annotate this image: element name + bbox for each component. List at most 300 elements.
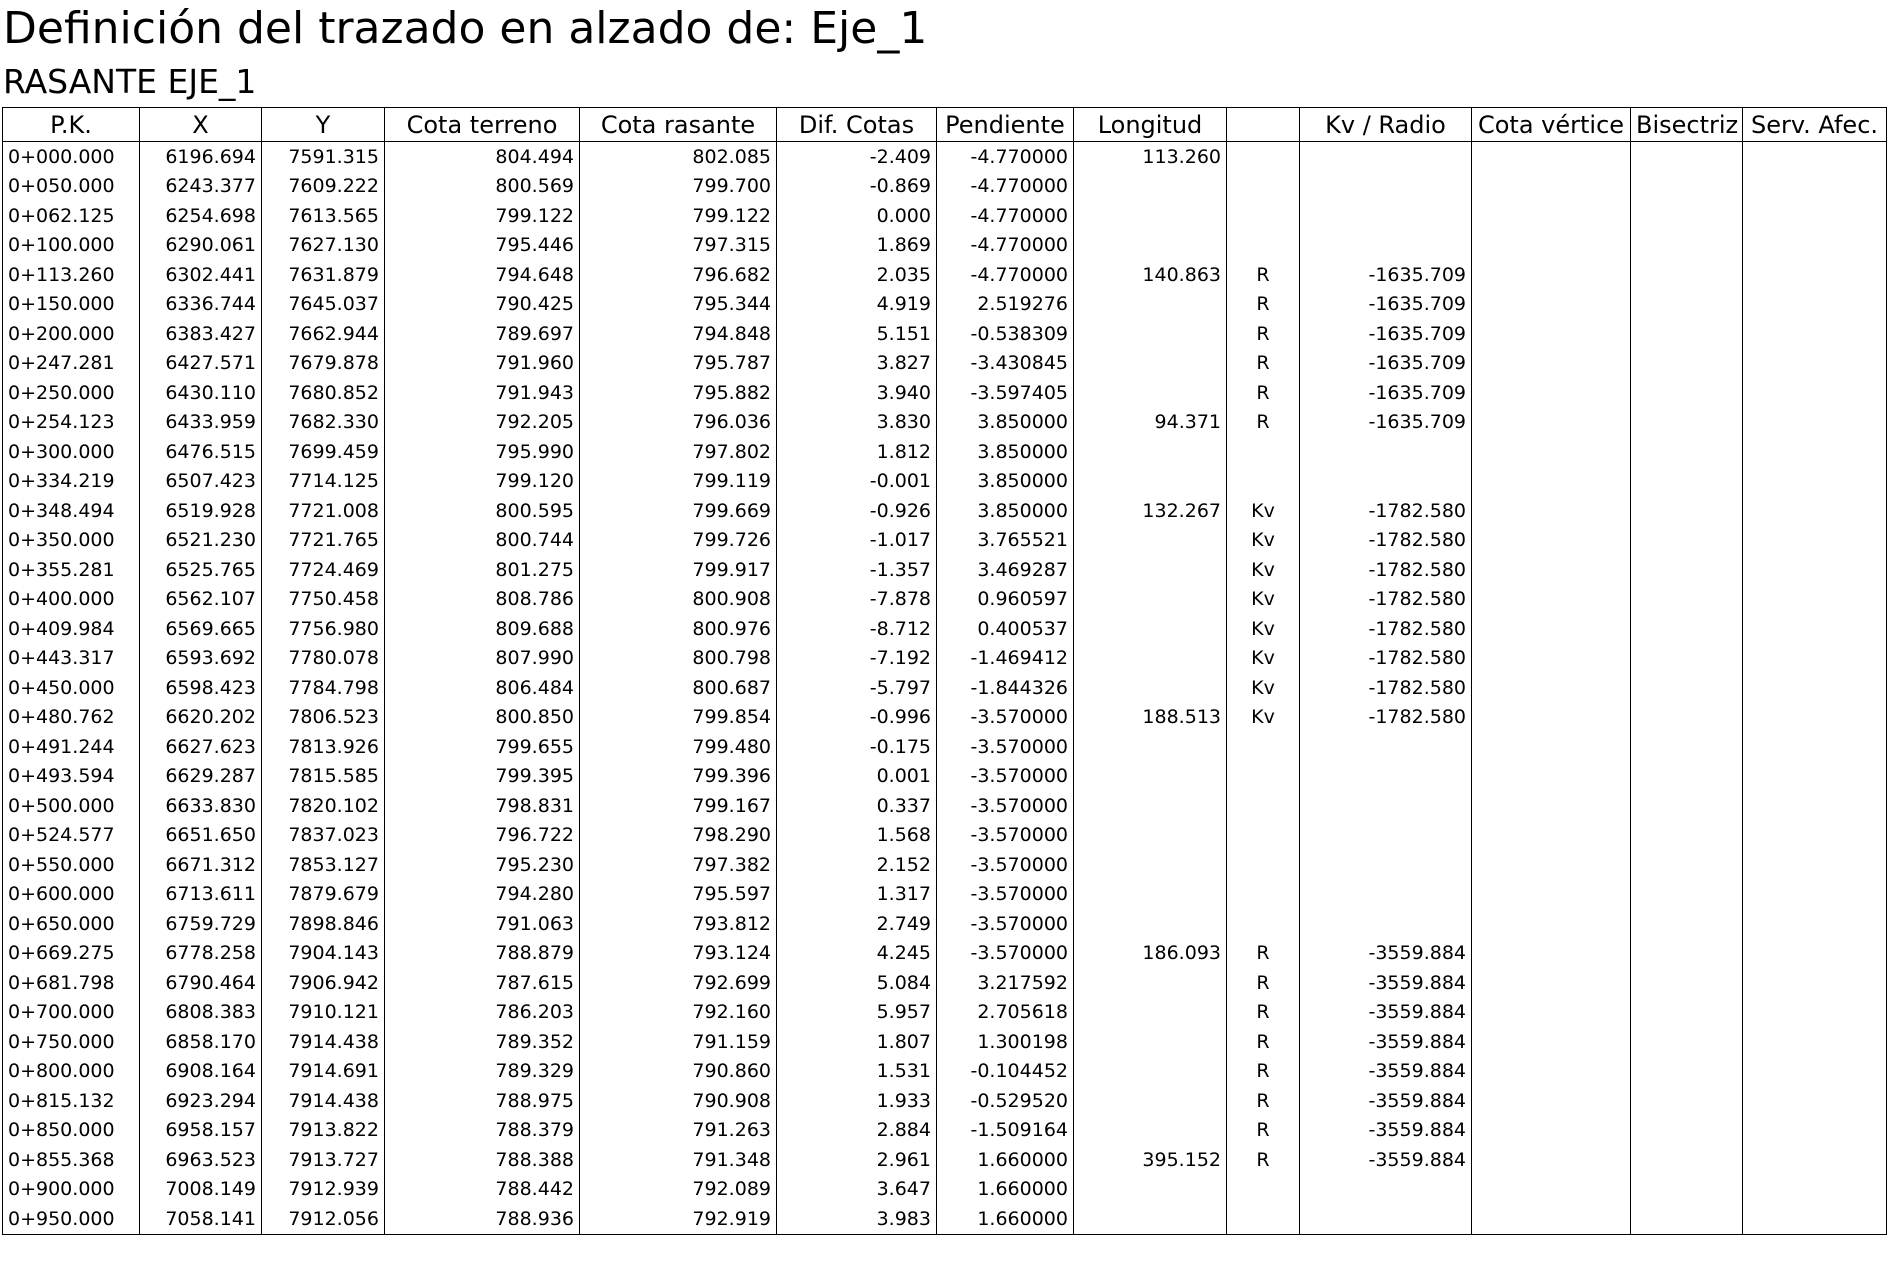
cell-pendiente: -3.570000 bbox=[937, 880, 1074, 910]
cell-y: 7680.852 bbox=[262, 378, 385, 408]
cell-bisectriz bbox=[1631, 408, 1743, 438]
cell-cota-terreno: 788.879 bbox=[385, 939, 580, 969]
cell-y: 7645.037 bbox=[262, 290, 385, 320]
cell-cota-rasante: 795.597 bbox=[580, 880, 777, 910]
cell-cota-rasante: 793.812 bbox=[580, 909, 777, 939]
cell-cota-vertice bbox=[1472, 614, 1631, 644]
cell-kv-radio: -3559.884 bbox=[1300, 1027, 1472, 1057]
cell-curve-type bbox=[1227, 231, 1300, 261]
cell-longitud bbox=[1074, 378, 1227, 408]
cell-serv-afec bbox=[1743, 1116, 1887, 1146]
cell-serv-afec bbox=[1743, 791, 1887, 821]
cell-longitud bbox=[1074, 290, 1227, 320]
cell-pendiente: -3.570000 bbox=[937, 939, 1074, 969]
cell-kv-radio: -1782.580 bbox=[1300, 555, 1472, 585]
cell-x: 6427.571 bbox=[140, 349, 262, 379]
cell-y: 7724.469 bbox=[262, 555, 385, 585]
cell-kv-radio: -1782.580 bbox=[1300, 526, 1472, 556]
cell-cota-vertice bbox=[1472, 1145, 1631, 1175]
cell-cota-vertice bbox=[1472, 1116, 1631, 1146]
table-row bbox=[3, 998, 1887, 1028]
table-row bbox=[3, 526, 1887, 556]
cell-cota-rasante: 799.119 bbox=[580, 467, 777, 497]
cell-kv-radio: -3559.884 bbox=[1300, 1057, 1472, 1087]
cell-cota-rasante: 799.167 bbox=[580, 791, 777, 821]
cell-longitud bbox=[1074, 821, 1227, 851]
cell-dif-cotas: -0.926 bbox=[777, 496, 937, 526]
cell-y: 7853.127 bbox=[262, 850, 385, 880]
cell-y: 7750.458 bbox=[262, 585, 385, 615]
cell-serv-afec bbox=[1743, 290, 1887, 320]
cell-bisectriz bbox=[1631, 939, 1743, 969]
cell-pk: 0+500.000 bbox=[3, 791, 140, 821]
cell-serv-afec bbox=[1743, 1145, 1887, 1175]
cell-cota-vertice bbox=[1472, 172, 1631, 202]
cell-longitud bbox=[1074, 644, 1227, 674]
cell-pk: 0+062.125 bbox=[3, 201, 140, 231]
cell-bisectriz bbox=[1631, 1145, 1743, 1175]
cell-pendiente: 1.660000 bbox=[937, 1204, 1074, 1234]
cell-pk: 0+700.000 bbox=[3, 998, 140, 1028]
cell-cota-terreno: 800.744 bbox=[385, 526, 580, 556]
cell-bisectriz bbox=[1631, 1175, 1743, 1205]
cell-x: 6858.170 bbox=[140, 1027, 262, 1057]
cell-curve-type: R bbox=[1227, 1027, 1300, 1057]
cell-curve-type: R bbox=[1227, 998, 1300, 1028]
cell-cota-vertice bbox=[1472, 673, 1631, 703]
cell-cota-rasante: 792.160 bbox=[580, 998, 777, 1028]
cell-longitud: 132.267 bbox=[1074, 496, 1227, 526]
cell-pendiente: -3.570000 bbox=[937, 791, 1074, 821]
cell-x: 6963.523 bbox=[140, 1145, 262, 1175]
cell-cota-vertice bbox=[1472, 939, 1631, 969]
cell-pk: 0+950.000 bbox=[3, 1204, 140, 1234]
cell-pk: 0+300.000 bbox=[3, 437, 140, 467]
cell-dif-cotas: 2.749 bbox=[777, 909, 937, 939]
cell-curve-type bbox=[1227, 850, 1300, 880]
cell-cota-rasante: 795.882 bbox=[580, 378, 777, 408]
table-row bbox=[3, 644, 1887, 674]
cell-kv-radio: -1782.580 bbox=[1300, 585, 1472, 615]
cell-kv-radio: -3559.884 bbox=[1300, 939, 1472, 969]
cell-pendiente: -3.570000 bbox=[937, 821, 1074, 851]
cell-pendiente: -1.844326 bbox=[937, 673, 1074, 703]
table-row bbox=[3, 968, 1887, 998]
cell-cota-vertice bbox=[1472, 349, 1631, 379]
cell-serv-afec bbox=[1743, 349, 1887, 379]
cell-kv-radio: -1782.580 bbox=[1300, 496, 1472, 526]
table-row bbox=[3, 349, 1887, 379]
cell-y: 7912.056 bbox=[262, 1204, 385, 1234]
table-header-row bbox=[3, 108, 1887, 142]
cell-kv-radio bbox=[1300, 172, 1472, 202]
cell-cota-terreno: 795.446 bbox=[385, 231, 580, 261]
cell-curve-type bbox=[1227, 201, 1300, 231]
cell-kv-radio bbox=[1300, 762, 1472, 792]
table-row bbox=[3, 880, 1887, 910]
cell-pk: 0+000.000 bbox=[3, 142, 140, 172]
cell-curve-type bbox=[1227, 172, 1300, 202]
cell-curve-type: Kv bbox=[1227, 526, 1300, 556]
cell-kv-radio: -1635.709 bbox=[1300, 349, 1472, 379]
cell-cota-vertice bbox=[1472, 526, 1631, 556]
cell-curve-type: Kv bbox=[1227, 703, 1300, 733]
cell-kv-radio bbox=[1300, 231, 1472, 261]
cell-cota-terreno: 796.722 bbox=[385, 821, 580, 851]
cell-pendiente: -3.570000 bbox=[937, 732, 1074, 762]
cell-cota-rasante: 792.919 bbox=[580, 1204, 777, 1234]
cell-pk: 0+681.798 bbox=[3, 968, 140, 998]
cell-curve-type: R bbox=[1227, 349, 1300, 379]
cell-longitud bbox=[1074, 467, 1227, 497]
cell-kv-radio bbox=[1300, 909, 1472, 939]
cell-pendiente: -3.570000 bbox=[937, 909, 1074, 939]
cell-bisectriz bbox=[1631, 762, 1743, 792]
cell-kv-radio: -1635.709 bbox=[1300, 319, 1472, 349]
cell-longitud: 113.260 bbox=[1074, 142, 1227, 172]
cell-cota-rasante: 797.315 bbox=[580, 231, 777, 261]
header-y: Y bbox=[262, 108, 385, 142]
cell-pendiente: 3.850000 bbox=[937, 437, 1074, 467]
cell-dif-cotas: 4.245 bbox=[777, 939, 937, 969]
cell-pk: 0+355.281 bbox=[3, 555, 140, 585]
cell-longitud bbox=[1074, 526, 1227, 556]
header-pk: P.K. bbox=[3, 108, 140, 142]
cell-cota-terreno: 808.786 bbox=[385, 585, 580, 615]
cell-longitud bbox=[1074, 614, 1227, 644]
cell-cota-vertice bbox=[1472, 1175, 1631, 1205]
cell-pk: 0+113.260 bbox=[3, 260, 140, 290]
cell-cota-rasante: 799.700 bbox=[580, 172, 777, 202]
cell-cota-terreno: 791.960 bbox=[385, 349, 580, 379]
cell-y: 7837.023 bbox=[262, 821, 385, 851]
header-cota-vertice: Cota vértice bbox=[1472, 108, 1631, 142]
table-row bbox=[3, 732, 1887, 762]
cell-dif-cotas: 3.940 bbox=[777, 378, 937, 408]
cell-cota-vertice bbox=[1472, 1027, 1631, 1057]
cell-curve-type bbox=[1227, 821, 1300, 851]
cell-pk: 0+855.368 bbox=[3, 1145, 140, 1175]
cell-bisectriz bbox=[1631, 1027, 1743, 1057]
cell-y: 7914.438 bbox=[262, 1086, 385, 1116]
cell-curve-type: Kv bbox=[1227, 644, 1300, 674]
cell-cota-vertice bbox=[1472, 762, 1631, 792]
cell-pendiente: -1.509164 bbox=[937, 1116, 1074, 1146]
cell-serv-afec bbox=[1743, 732, 1887, 762]
cell-curve-type bbox=[1227, 880, 1300, 910]
cell-y: 7820.102 bbox=[262, 791, 385, 821]
cell-x: 6671.312 bbox=[140, 850, 262, 880]
cell-longitud bbox=[1074, 732, 1227, 762]
cell-dif-cotas: -7.192 bbox=[777, 644, 937, 674]
cell-cota-vertice bbox=[1472, 703, 1631, 733]
cell-kv-radio: -1635.709 bbox=[1300, 260, 1472, 290]
cell-kv-radio bbox=[1300, 467, 1472, 497]
table-body bbox=[3, 142, 1887, 1235]
cell-pendiente: -4.770000 bbox=[937, 142, 1074, 172]
cell-serv-afec bbox=[1743, 526, 1887, 556]
cell-pendiente: 3.217592 bbox=[937, 968, 1074, 998]
cell-cota-rasante: 799.480 bbox=[580, 732, 777, 762]
cell-curve-type: R bbox=[1227, 1116, 1300, 1146]
cell-longitud bbox=[1074, 201, 1227, 231]
cell-pk: 0+100.000 bbox=[3, 231, 140, 261]
table-row bbox=[3, 791, 1887, 821]
cell-serv-afec bbox=[1743, 201, 1887, 231]
cell-longitud: 94.371 bbox=[1074, 408, 1227, 438]
cell-dif-cotas: -0.996 bbox=[777, 703, 937, 733]
table-row bbox=[3, 850, 1887, 880]
cell-cota-terreno: 794.648 bbox=[385, 260, 580, 290]
cell-cota-rasante: 791.348 bbox=[580, 1145, 777, 1175]
cell-pendiente: -0.529520 bbox=[937, 1086, 1074, 1116]
cell-cota-rasante: 797.382 bbox=[580, 850, 777, 880]
cell-cota-rasante: 795.344 bbox=[580, 290, 777, 320]
cell-x: 6633.830 bbox=[140, 791, 262, 821]
table-row bbox=[3, 555, 1887, 585]
cell-pk: 0+250.000 bbox=[3, 378, 140, 408]
cell-pk: 0+850.000 bbox=[3, 1116, 140, 1146]
cell-cota-terreno: 800.569 bbox=[385, 172, 580, 202]
cell-y: 7780.078 bbox=[262, 644, 385, 674]
cell-serv-afec bbox=[1743, 437, 1887, 467]
cell-cota-vertice bbox=[1472, 909, 1631, 939]
header-pendiente: Pendiente bbox=[937, 108, 1074, 142]
cell-x: 6519.928 bbox=[140, 496, 262, 526]
cell-pendiente: -1.469412 bbox=[937, 644, 1074, 674]
cell-y: 7879.679 bbox=[262, 880, 385, 910]
cell-y: 7631.879 bbox=[262, 260, 385, 290]
cell-pk: 0+750.000 bbox=[3, 1027, 140, 1057]
table-row bbox=[3, 1086, 1887, 1116]
cell-x: 6808.383 bbox=[140, 998, 262, 1028]
cell-cota-vertice bbox=[1472, 201, 1631, 231]
cell-cota-rasante: 799.726 bbox=[580, 526, 777, 556]
table-row bbox=[3, 260, 1887, 290]
cell-pendiente: 3.850000 bbox=[937, 408, 1074, 438]
cell-dif-cotas: 2.961 bbox=[777, 1145, 937, 1175]
cell-serv-afec bbox=[1743, 231, 1887, 261]
cell-kv-radio bbox=[1300, 850, 1472, 880]
cell-cota-rasante: 802.085 bbox=[580, 142, 777, 172]
cell-pk: 0+443.317 bbox=[3, 644, 140, 674]
table-row bbox=[3, 614, 1887, 644]
cell-longitud bbox=[1074, 1204, 1227, 1234]
cell-cota-rasante: 791.263 bbox=[580, 1116, 777, 1146]
header-serv-afec: Serv. Afec. bbox=[1743, 108, 1887, 142]
cell-kv-radio: -3559.884 bbox=[1300, 998, 1472, 1028]
cell-longitud bbox=[1074, 791, 1227, 821]
header-longitud: Longitud bbox=[1074, 108, 1227, 142]
cell-pk: 0+348.494 bbox=[3, 496, 140, 526]
cell-bisectriz bbox=[1631, 437, 1743, 467]
cell-cota-terreno: 800.850 bbox=[385, 703, 580, 733]
cell-pendiente: 3.765521 bbox=[937, 526, 1074, 556]
cell-longitud bbox=[1074, 1057, 1227, 1087]
cell-cota-rasante: 797.802 bbox=[580, 437, 777, 467]
cell-cota-terreno: 798.831 bbox=[385, 791, 580, 821]
cell-dif-cotas: -2.409 bbox=[777, 142, 937, 172]
cell-bisectriz bbox=[1631, 201, 1743, 231]
cell-pendiente: 0.960597 bbox=[937, 585, 1074, 615]
cell-y: 7714.125 bbox=[262, 467, 385, 497]
cell-x: 6923.294 bbox=[140, 1086, 262, 1116]
cell-cota-vertice bbox=[1472, 1204, 1631, 1234]
cell-longitud bbox=[1074, 231, 1227, 261]
cell-longitud bbox=[1074, 850, 1227, 880]
cell-x: 6243.377 bbox=[140, 172, 262, 202]
cell-cota-terreno: 787.615 bbox=[385, 968, 580, 998]
cell-dif-cotas: 1.317 bbox=[777, 880, 937, 910]
cell-curve-type: Kv bbox=[1227, 585, 1300, 615]
cell-cota-terreno: 789.329 bbox=[385, 1057, 580, 1087]
cell-cota-rasante: 796.036 bbox=[580, 408, 777, 438]
table-row bbox=[3, 1175, 1887, 1205]
cell-x: 6196.694 bbox=[140, 142, 262, 172]
cell-serv-afec bbox=[1743, 142, 1887, 172]
cell-kv-radio: -1782.580 bbox=[1300, 644, 1472, 674]
cell-x: 6433.959 bbox=[140, 408, 262, 438]
cell-cota-terreno: 799.395 bbox=[385, 762, 580, 792]
cell-longitud bbox=[1074, 1175, 1227, 1205]
cell-y: 7910.121 bbox=[262, 998, 385, 1028]
table-row bbox=[3, 1204, 1887, 1234]
cell-kv-radio: -1782.580 bbox=[1300, 673, 1472, 703]
cell-x: 6562.107 bbox=[140, 585, 262, 615]
cell-cota-terreno: 788.936 bbox=[385, 1204, 580, 1234]
cell-pendiente: 1.660000 bbox=[937, 1175, 1074, 1205]
table-row bbox=[3, 467, 1887, 497]
table-row bbox=[3, 821, 1887, 851]
cell-bisectriz bbox=[1631, 1116, 1743, 1146]
header-kv-radio: Kv / Radio bbox=[1300, 108, 1472, 142]
cell-pendiente: -0.104452 bbox=[937, 1057, 1074, 1087]
cell-pendiente: 2.519276 bbox=[937, 290, 1074, 320]
cell-cota-rasante: 792.699 bbox=[580, 968, 777, 998]
cell-cota-vertice bbox=[1472, 791, 1631, 821]
cell-pendiente: 0.400537 bbox=[937, 614, 1074, 644]
table-row bbox=[3, 909, 1887, 939]
cell-kv-radio: -1635.709 bbox=[1300, 408, 1472, 438]
cell-dif-cotas: 1.531 bbox=[777, 1057, 937, 1087]
cell-cota-vertice bbox=[1472, 290, 1631, 320]
cell-curve-type bbox=[1227, 437, 1300, 467]
cell-longitud: 188.513 bbox=[1074, 703, 1227, 733]
cell-y: 7756.980 bbox=[262, 614, 385, 644]
cell-cota-vertice bbox=[1472, 821, 1631, 851]
cell-cota-vertice bbox=[1472, 732, 1631, 762]
cell-pendiente: 3.850000 bbox=[937, 496, 1074, 526]
cell-bisectriz bbox=[1631, 142, 1743, 172]
cell-y: 7699.459 bbox=[262, 437, 385, 467]
cell-dif-cotas: 3.827 bbox=[777, 349, 937, 379]
cell-cota-vertice bbox=[1472, 998, 1631, 1028]
cell-y: 7815.585 bbox=[262, 762, 385, 792]
cell-cota-rasante: 798.290 bbox=[580, 821, 777, 851]
cell-dif-cotas: 3.983 bbox=[777, 1204, 937, 1234]
cell-serv-afec bbox=[1743, 172, 1887, 202]
cell-x: 6525.765 bbox=[140, 555, 262, 585]
cell-cota-terreno: 791.943 bbox=[385, 378, 580, 408]
cell-cota-terreno: 809.688 bbox=[385, 614, 580, 644]
cell-x: 6627.623 bbox=[140, 732, 262, 762]
cell-cota-terreno: 799.120 bbox=[385, 467, 580, 497]
cell-cota-vertice bbox=[1472, 437, 1631, 467]
cell-kv-radio: -3559.884 bbox=[1300, 1145, 1472, 1175]
cell-curve-type: R bbox=[1227, 378, 1300, 408]
cell-pk: 0+334.219 bbox=[3, 467, 140, 497]
cell-y: 7806.523 bbox=[262, 703, 385, 733]
cell-bisectriz bbox=[1631, 349, 1743, 379]
cell-curve-type bbox=[1227, 467, 1300, 497]
cell-cota-vertice bbox=[1472, 1057, 1631, 1087]
cell-kv-radio: -1782.580 bbox=[1300, 703, 1472, 733]
cell-serv-afec bbox=[1743, 673, 1887, 703]
cell-serv-afec bbox=[1743, 1057, 1887, 1087]
cell-kv-radio: -3559.884 bbox=[1300, 1116, 1472, 1146]
cell-dif-cotas: 1.869 bbox=[777, 231, 937, 261]
cell-longitud bbox=[1074, 673, 1227, 703]
cell-dif-cotas: 1.568 bbox=[777, 821, 937, 851]
cell-bisectriz bbox=[1631, 260, 1743, 290]
cell-pk: 0+450.000 bbox=[3, 673, 140, 703]
cell-serv-afec bbox=[1743, 467, 1887, 497]
cell-curve-type bbox=[1227, 762, 1300, 792]
header-bisectriz: Bisectriz bbox=[1631, 108, 1743, 142]
cell-bisectriz bbox=[1631, 585, 1743, 615]
cell-serv-afec bbox=[1743, 1027, 1887, 1057]
cell-cota-terreno: 806.484 bbox=[385, 673, 580, 703]
cell-pk: 0+524.577 bbox=[3, 821, 140, 851]
table-row bbox=[3, 939, 1887, 969]
cell-serv-afec bbox=[1743, 998, 1887, 1028]
cell-curve-type: R bbox=[1227, 1086, 1300, 1116]
cell-serv-afec bbox=[1743, 909, 1887, 939]
cell-y: 7913.822 bbox=[262, 1116, 385, 1146]
cell-y: 7904.143 bbox=[262, 939, 385, 969]
cell-curve-type bbox=[1227, 791, 1300, 821]
cell-bisectriz bbox=[1631, 231, 1743, 261]
header-dif-cotas: Dif. Cotas bbox=[777, 108, 937, 142]
cell-pendiente: 3.469287 bbox=[937, 555, 1074, 585]
cell-longitud bbox=[1074, 585, 1227, 615]
cell-x: 6476.515 bbox=[140, 437, 262, 467]
cell-longitud bbox=[1074, 555, 1227, 585]
cell-dif-cotas: -7.878 bbox=[777, 585, 937, 615]
cell-y: 7898.846 bbox=[262, 909, 385, 939]
cell-y: 7613.565 bbox=[262, 201, 385, 231]
cell-cota-terreno: 799.122 bbox=[385, 201, 580, 231]
cell-x: 6507.423 bbox=[140, 467, 262, 497]
cell-longitud bbox=[1074, 437, 1227, 467]
cell-x: 7058.141 bbox=[140, 1204, 262, 1234]
cell-bisectriz bbox=[1631, 172, 1743, 202]
cell-pk: 0+247.281 bbox=[3, 349, 140, 379]
cell-bisectriz bbox=[1631, 526, 1743, 556]
table-row bbox=[3, 201, 1887, 231]
cell-cota-terreno: 786.203 bbox=[385, 998, 580, 1028]
cell-bisectriz bbox=[1631, 880, 1743, 910]
cell-cota-terreno: 790.425 bbox=[385, 290, 580, 320]
cell-pk: 0+400.000 bbox=[3, 585, 140, 615]
cell-pk: 0+550.000 bbox=[3, 850, 140, 880]
cell-bisectriz bbox=[1631, 791, 1743, 821]
cell-kv-radio bbox=[1300, 437, 1472, 467]
cell-bisectriz bbox=[1631, 467, 1743, 497]
cell-dif-cotas: 5.957 bbox=[777, 998, 937, 1028]
table-row bbox=[3, 172, 1887, 202]
cell-y: 7813.926 bbox=[262, 732, 385, 762]
